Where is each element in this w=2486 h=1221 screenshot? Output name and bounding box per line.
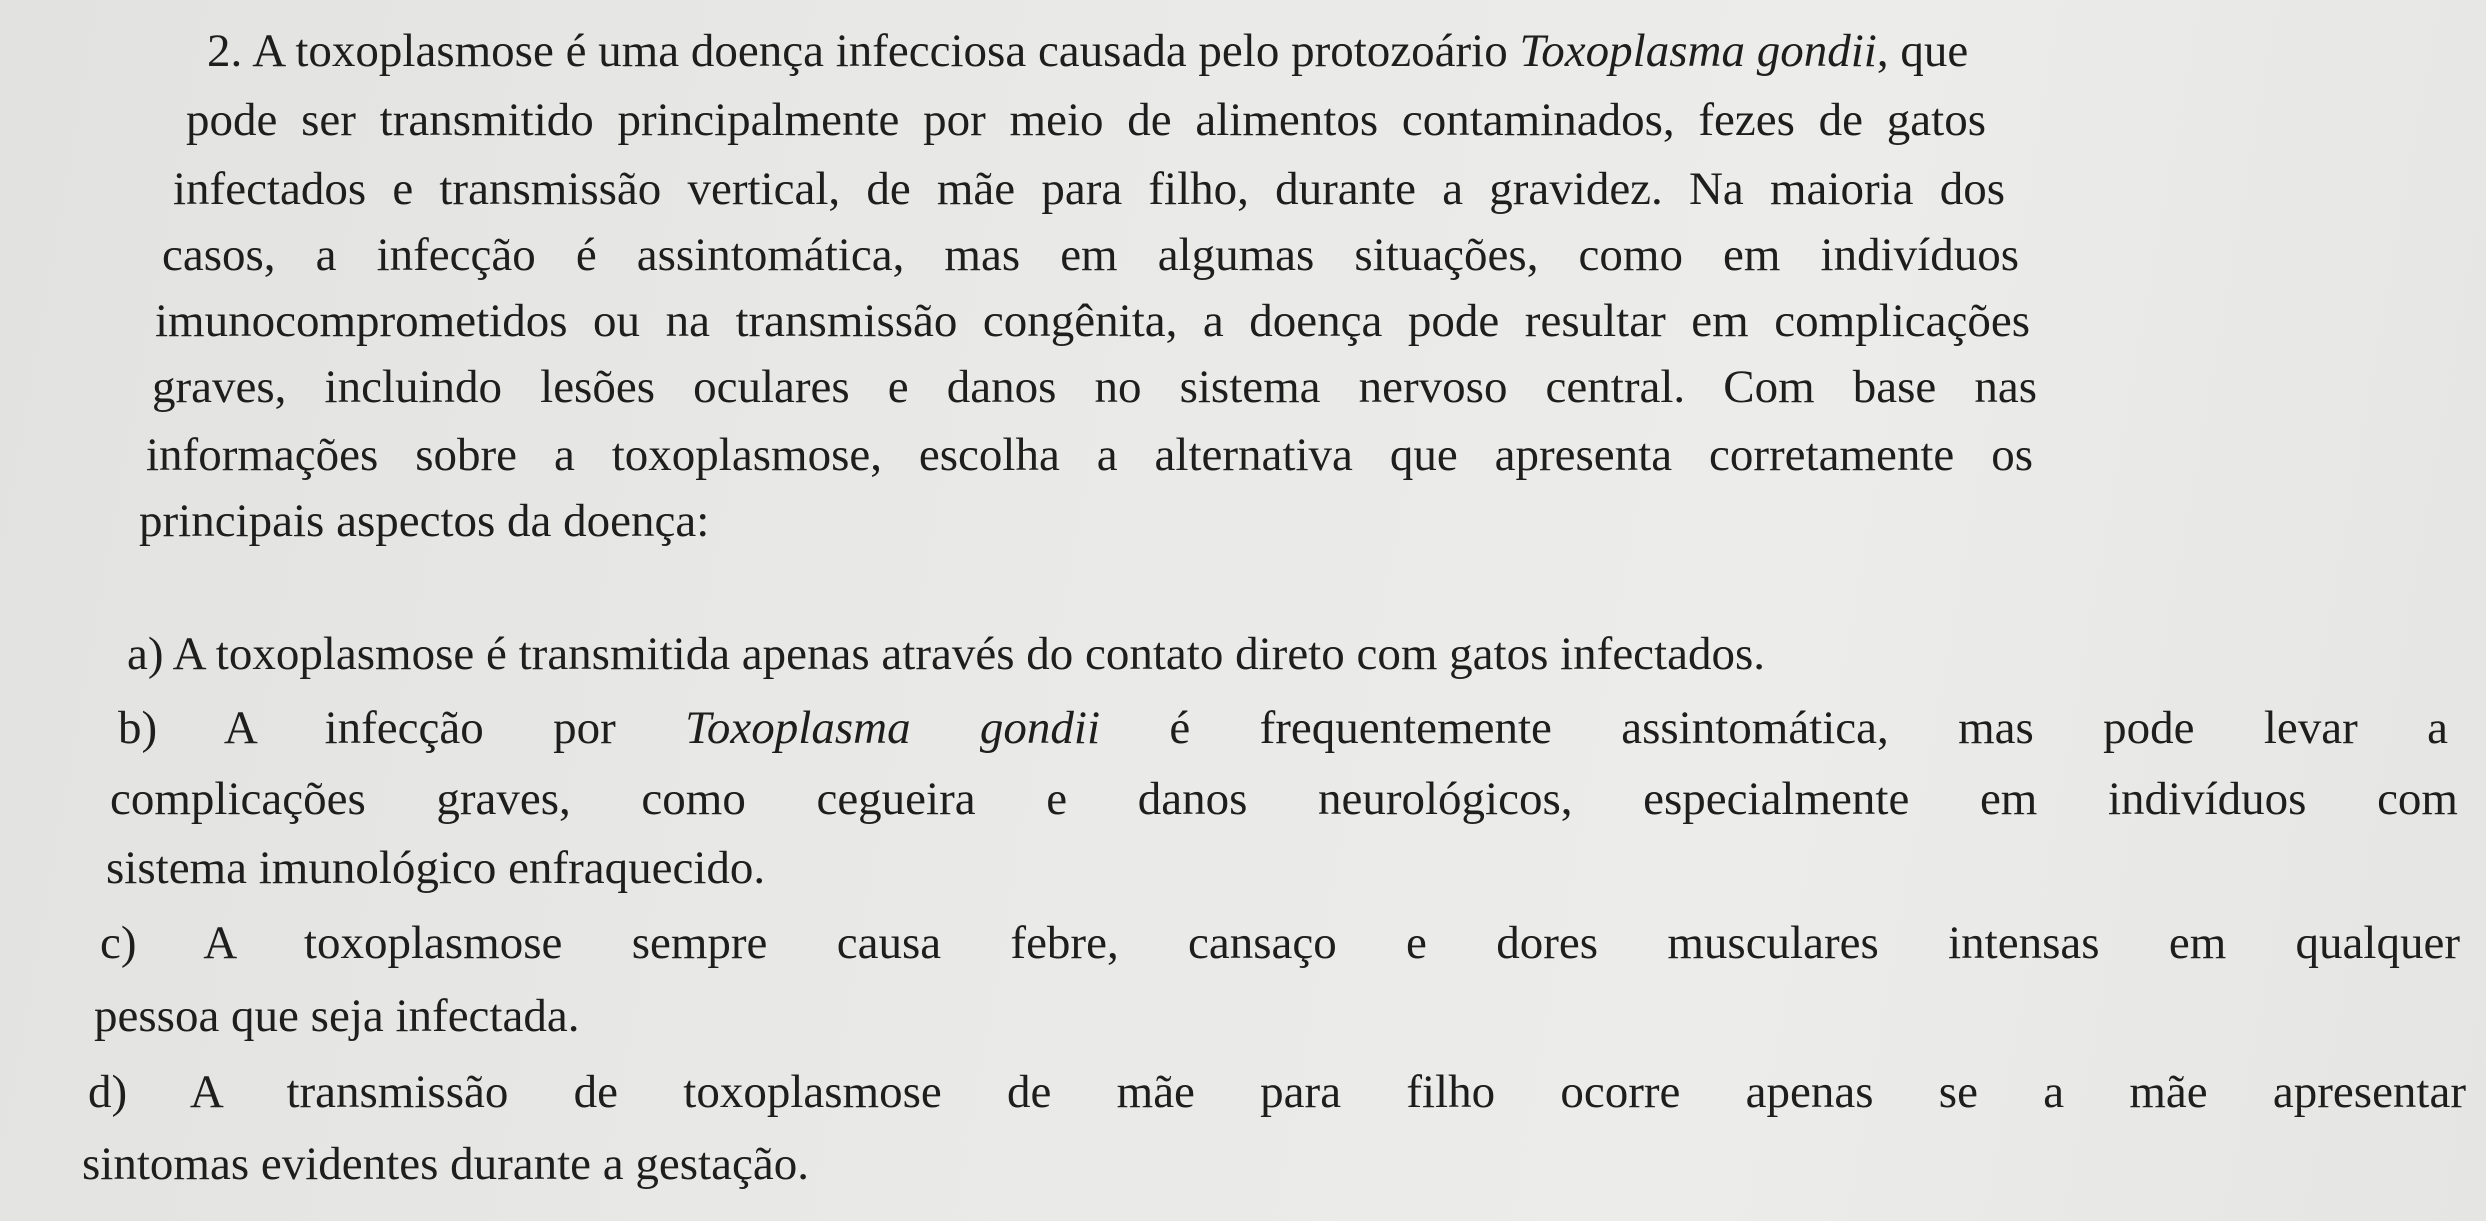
question-number: 2. <box>207 25 243 77</box>
question-text-1a: A toxoplasmose é uma doença infecciosa causada pelo protozoário <box>252 25 1508 77</box>
option-b-line-2: complicações graves, como cegueira e danos neurológicos, especialmente em indivíduos com <box>110 773 2458 825</box>
species-name: Toxoplasma gondii <box>1519 25 1877 77</box>
option-b-species-name: Toxoplasma gondii <box>685 702 1101 754</box>
question-line-3: infectados e transmissão vertical, de mãe para filho, durante a gravidez. Na maioria dos <box>173 163 2005 215</box>
option-b-line-3: sistema imunológico enfraquecido. <box>106 842 766 894</box>
option-b-text-1a: b) A infecção por <box>118 702 616 754</box>
option-c-line-2: pessoa que seja infectada. <box>94 990 580 1042</box>
question-line-5: imunocomprometidos ou na transmissão congênita, a doença pode resultar em complicações <box>155 295 2030 347</box>
option-a: a) A toxoplasmose é transmitida apenas através do contato direto com gatos infectados. <box>127 628 1766 680</box>
question-line-8: principais aspectos da doença: <box>139 495 710 547</box>
question-line-1 <box>207 25 1969 77</box>
question-text-1b: , que <box>1876 25 1969 77</box>
option-b-line-1 <box>118 702 2448 754</box>
question-line-7: informações sobre a toxoplasmose, escolha a alternativa que apresenta corretamente os <box>146 429 2033 481</box>
question-line-6: graves, incluindo lesões oculares e danos no sistema nervoso central. Com base nas <box>152 361 2037 413</box>
question-line-2: pode ser transmitido principalmente por meio de alimentos contaminados, fezes de gatos <box>186 94 1986 146</box>
option-d-line-1: d) A transmissão de toxoplasmose de mãe para filho ocorre apenas se a mãe apresentar <box>88 1066 2466 1118</box>
option-b-text-1b: é frequentemente assintomática, mas pode levar a <box>1169 702 2448 754</box>
option-d-line-2: sintomas evidentes durante a gestação. <box>82 1138 809 1190</box>
option-c-line-1: c) A toxoplasmose sempre causa febre, cansaço e dores musculares intensas em qualquer <box>100 917 2460 969</box>
question-line-4: casos, a infecção é assintomática, mas em algumas situações, como em indivíduos <box>162 229 2019 281</box>
